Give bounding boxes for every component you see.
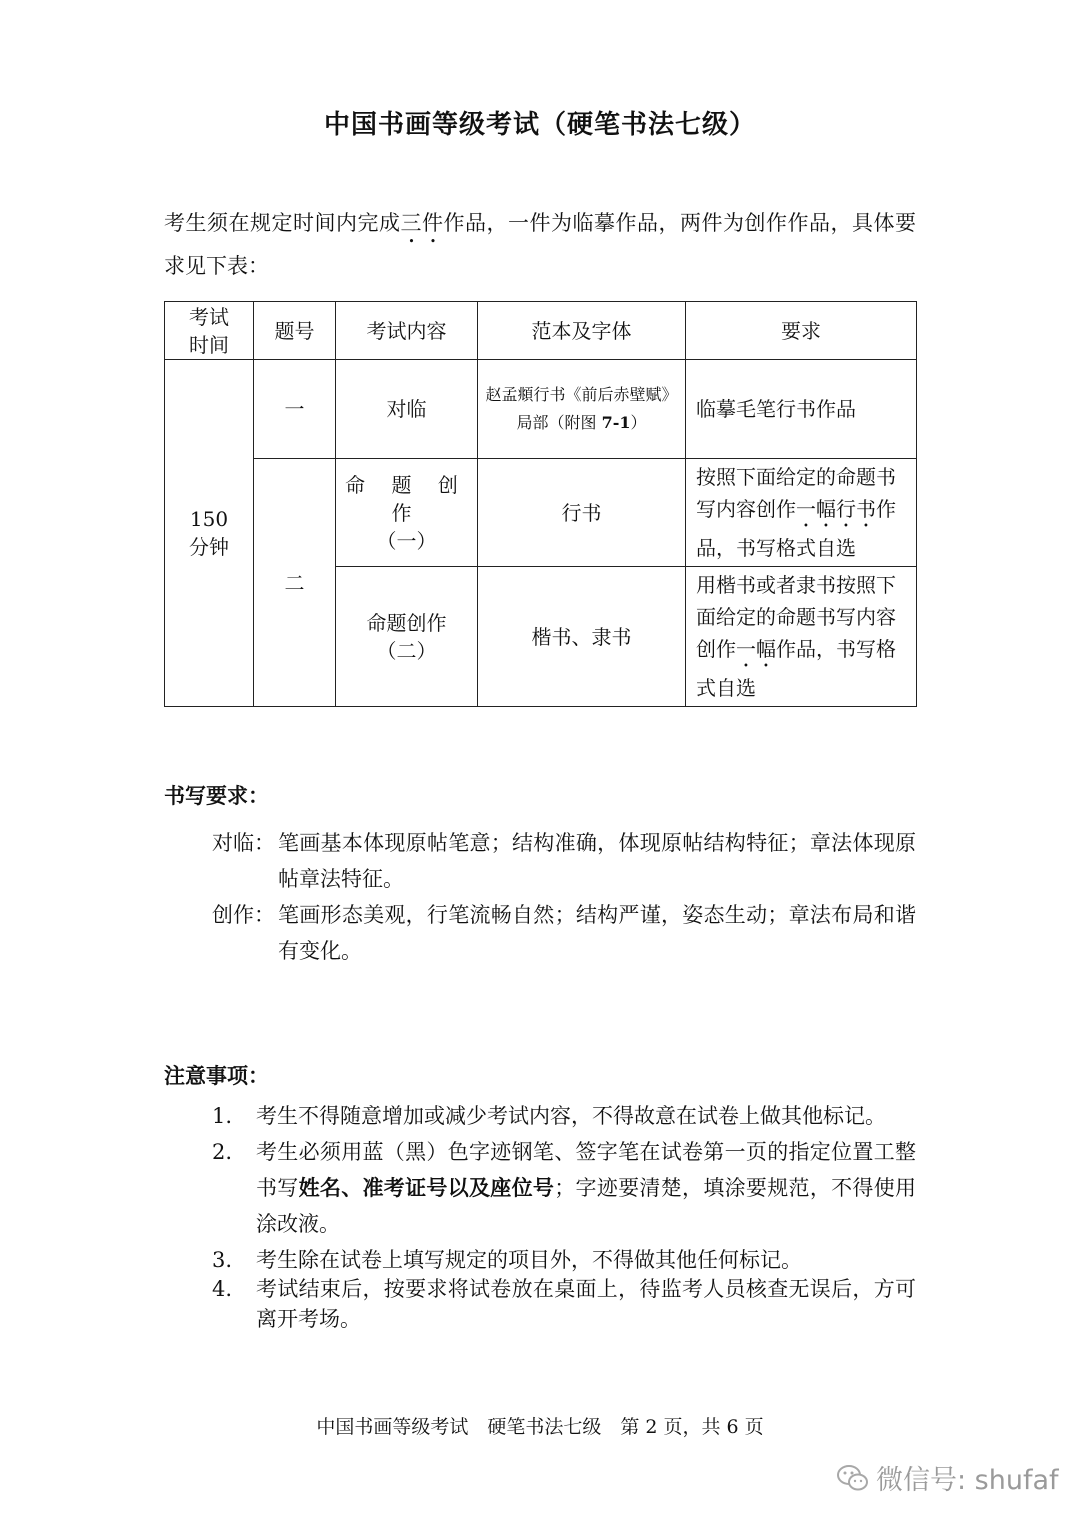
note-item: 3. 考生除在试卷上填写规定的项目外，不得做其他任何标记。 bbox=[212, 1248, 802, 1272]
note-item: 1. 考生不得随意增加或减少考试内容，不得故意在试卷上做其他标记。 bbox=[212, 1104, 886, 1128]
writing-item bbox=[212, 897, 916, 969]
exam-table bbox=[164, 301, 917, 707]
watermark-text: 微信号: shufaf bbox=[876, 1465, 1059, 1496]
page-title: 中国书画等级考试（硬笔书法七级） bbox=[323, 110, 756, 140]
row1-model: 赵孟頫行书《前后赤壁赋》 局部（附图 7-1） bbox=[478, 360, 686, 459]
intro-emphasis: 三件 bbox=[400, 211, 444, 235]
wechat-icon bbox=[836, 1463, 870, 1493]
row2-content: 命 题 创 作 （一） bbox=[336, 459, 478, 567]
row1-requirement: 临摹毛笔行书作品 bbox=[686, 360, 917, 459]
table-row bbox=[165, 360, 917, 459]
intro-paragraph bbox=[164, 205, 916, 284]
notes-heading: 注意事项： bbox=[164, 1064, 269, 1088]
table-row bbox=[165, 459, 917, 567]
row1-content: 对临 bbox=[336, 360, 478, 459]
intro-text-b: 作品，一件为临摹作品，两件为创作作品，具体要求见下表： bbox=[164, 211, 916, 278]
header-time: 考试时间 bbox=[165, 302, 254, 360]
header-content: 考试内容 bbox=[336, 302, 478, 360]
table-header-row bbox=[165, 302, 917, 360]
row1-number: 一 bbox=[254, 360, 336, 459]
header-requirement: 要求 bbox=[686, 302, 917, 360]
page-footer: 中国书画等级考试 硬笔书法七级 第 2 页，共 6 页 bbox=[316, 1416, 764, 1438]
writing-heading: 书写要求： bbox=[164, 784, 269, 808]
wechat-watermark bbox=[836, 1458, 1059, 1497]
writing-item-text: 笔画形态美观，行笔流畅自然；结构严谨，姿态生动；章法布局和谐有变化。 bbox=[278, 903, 916, 963]
row3-content: 命题创作 （二） bbox=[336, 567, 478, 707]
row2-number: 二 bbox=[254, 459, 336, 707]
row2-model: 行书 bbox=[478, 459, 686, 567]
writing-item-text: 笔画基本体现原帖笔意；结构准确，体现原帖结构特征；章法体现原帖章法特征。 bbox=[278, 831, 916, 891]
header-model: 范本及字体 bbox=[478, 302, 686, 360]
header-number: 题号 bbox=[254, 302, 336, 360]
time-cell: 150分钟 bbox=[165, 360, 254, 707]
note-item: 4. 考试结束后，按要求将试卷放在桌面上，待监考人员核查无误后，方可离开考场。 bbox=[212, 1277, 916, 1331]
writing-item bbox=[212, 825, 916, 897]
writing-item-label: 对临： bbox=[212, 831, 275, 855]
intro-text-a: 考生须在规定时间内完成 bbox=[164, 211, 401, 235]
writing-item-label: 创作： bbox=[212, 903, 275, 927]
row2-requirement: 按照下面给定的命题书写内容创作一幅行书作品，书写格式自选 bbox=[686, 459, 917, 567]
row3-model: 楷书、隶书 bbox=[478, 567, 686, 707]
row3-requirement: 用楷书或者隶书按照下面给定的命题书写内容创作一幅作品，书写格式自选 bbox=[686, 567, 917, 707]
note-item: 2. 考生必须用蓝（黑）色字迹钢笔、签字笔在试卷第一页的指定位置工整书写姓名、准考证号以及座位号；字迹要清楚，填涂要规范，不得使用涂改液。 bbox=[212, 1140, 917, 1236]
